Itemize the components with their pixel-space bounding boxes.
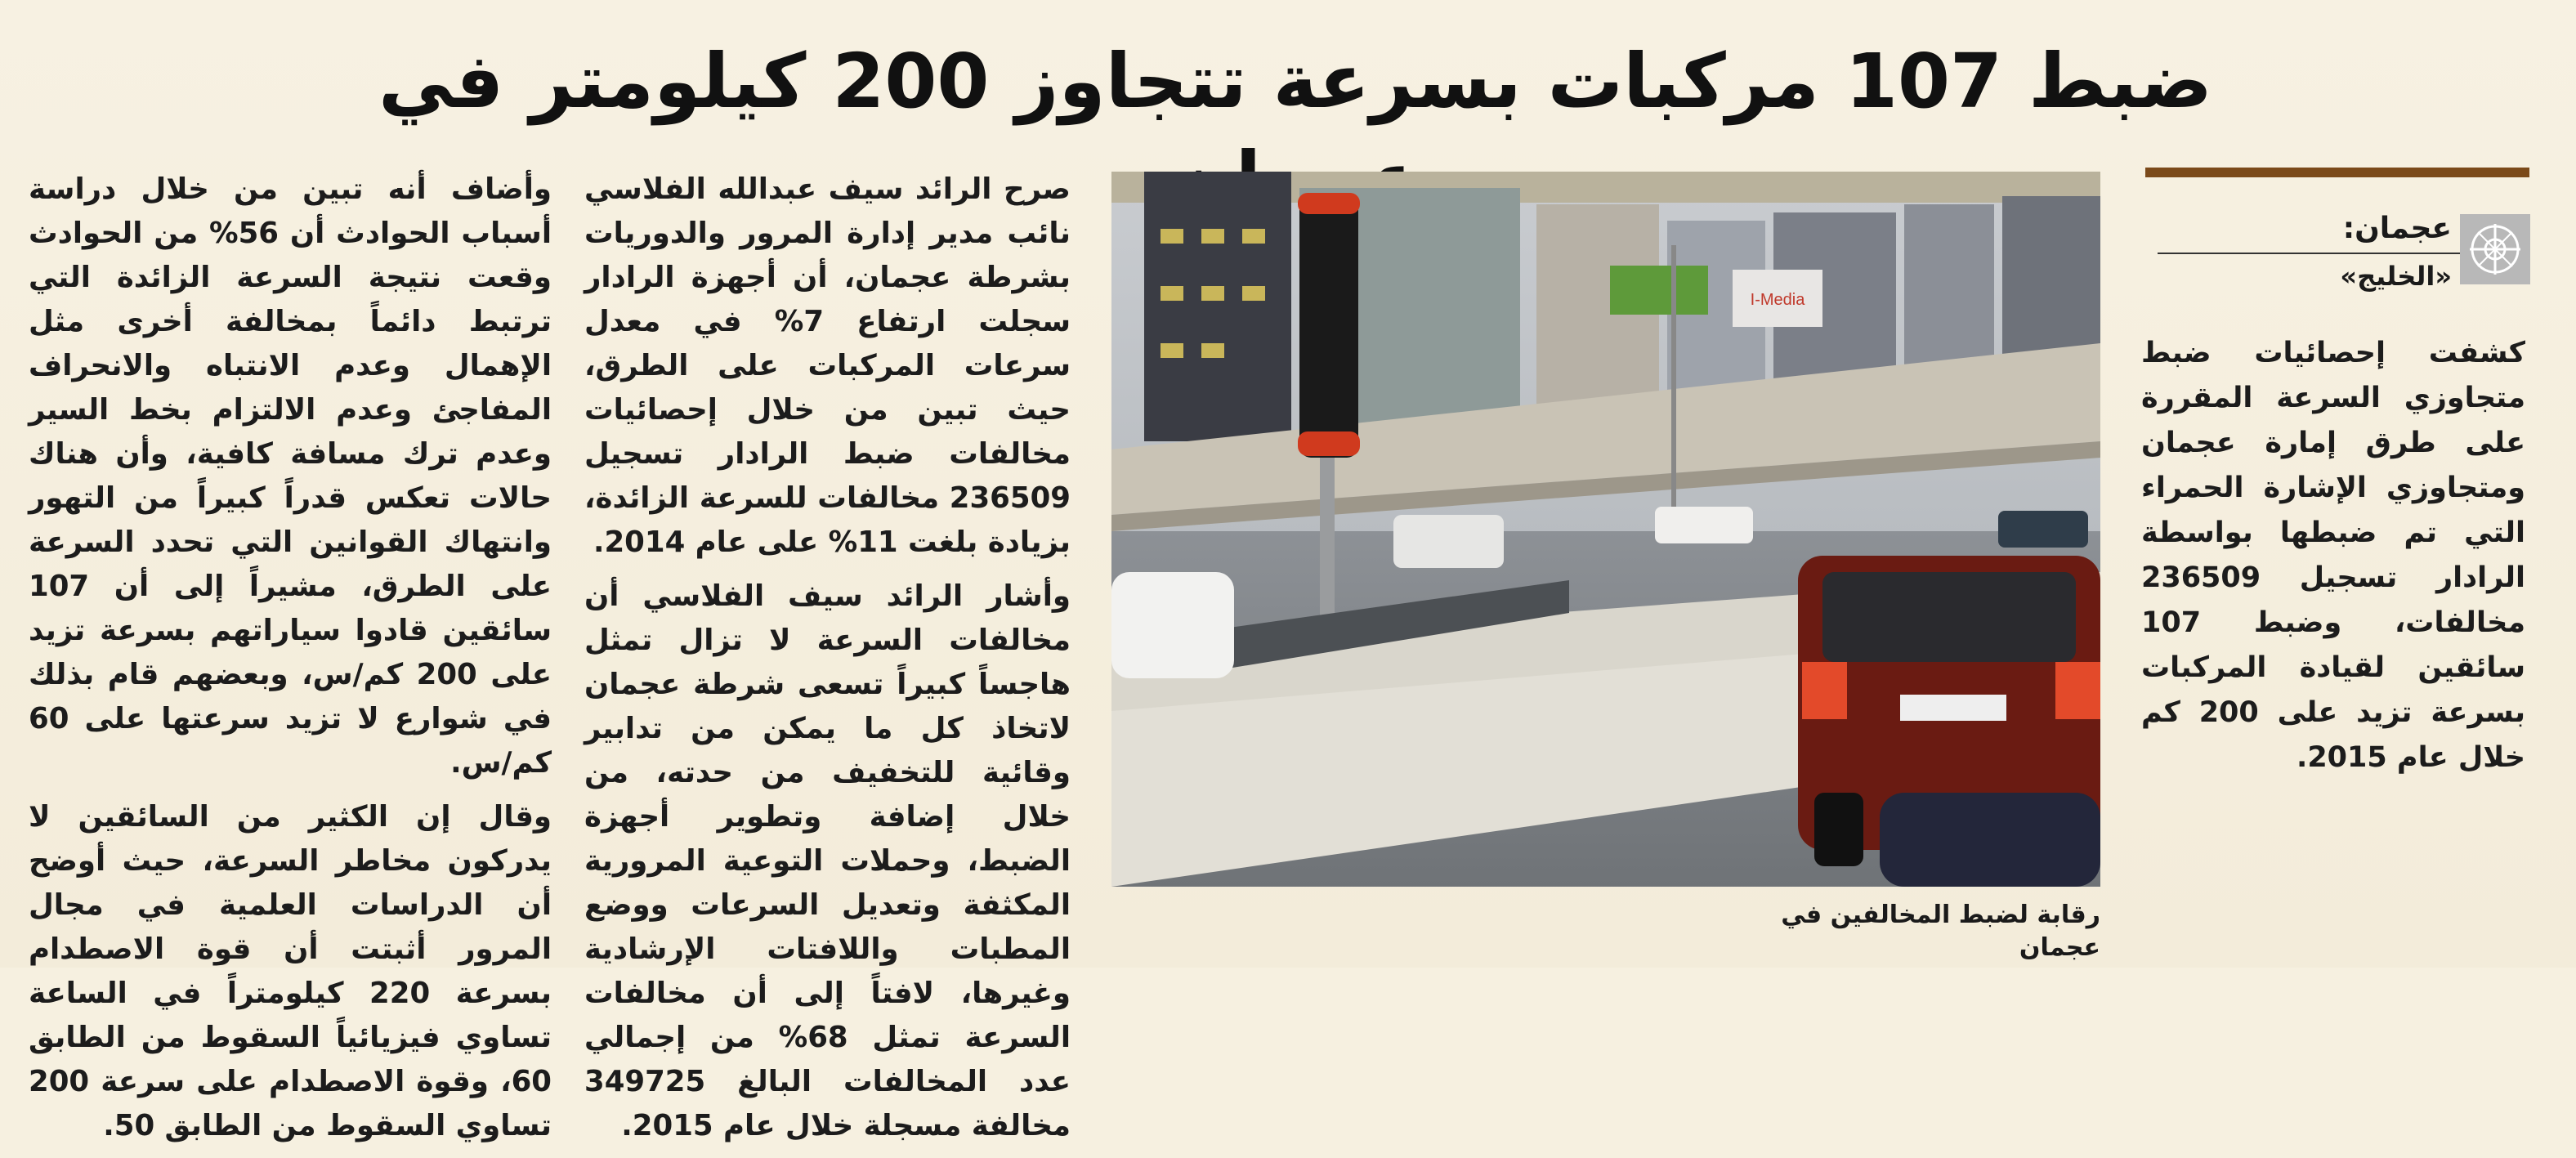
emblem-icon <box>2466 221 2524 278</box>
newspaper-logo <box>2460 214 2530 284</box>
dateline-place: عجمان: <box>2342 212 2452 245</box>
body-column-middle <box>584 168 1071 1158</box>
body-paragraph: وأضاف أنه تبين من خلال دراسة أسباب الحوادث أن 56% من الحوادث وقعت نتيجة السرعة الزائدة التي ترتبط دائماً بمخالفة أخرى مثل الإهمال وعدم الانتباه والانحراف المفاجئ وعدم الالتزام بخط السير وعدم ترك مسافة كافية، وأن هناك حالات تعكس قدراً كبيراً من التهور وانتهاك القوانين التي تحدد السرعة على الطرق، مشيراً إلى أن 107 سائقين قادوا سياراتهم بسرعة تزيد على 200 كم/س، وبعضهم قام بذلك في شوارع لا تزيد سرعتها على 60 كم/س. <box>29 172 552 780</box>
dateline-source: «الخليج» <box>2340 261 2452 292</box>
dateline-divider <box>2158 253 2460 254</box>
body-paragraph: صرح الرائد سيف عبدالله الفلاسي نائب مدير إدارة المرور والدوريات بشرطة عجمان، أن أجهزة الرادار سجلت ارتفاع 7% في معدل سرعات المركبات على الطرق، حيث تبين من خلال إحصائيات مخالفات ضبط الرادار تسجيل 236509 مخالفات للسرعة الزائدة، بزيادة بلغت 11% على عام 2014. <box>584 172 1071 559</box>
photo-caption: رقابة لضبط المخالفين في عجمان <box>1781 901 2100 962</box>
article-photo <box>1111 172 2100 887</box>
accent-bar <box>2145 168 2529 177</box>
body-paragraph: وأشار الرائد سيف الفلاسي أن مخالفات السرعة لا تزال تمثل هاجساً كبيراً تسعى شرطة عجمان لاتخاذ كل ما يمكن من تدابير وقائية للتخفيف من حدته، من خلال إضافة وتطوير أجهزة الضبط، وحملات التوعية المرورية المكثفة وتعديل السرعات ووضع المطبات واللافتات الإرشادية وغيرها، لافتاً إلى أن مخالفات السرعة تمثل 68% من إجمالي عدد المخالفات البالغ 349725 مخالفة مسجلة خلال عام 2015. <box>584 579 1071 1142</box>
billboard-text: I-Media <box>1750 291 1805 309</box>
traffic-photo-illustration <box>1111 172 2100 887</box>
lead-column <box>2141 331 2525 790</box>
lead-paragraph: كشفت إحصائيات ضبط متجاوزي السرعة المقررة على طرق إمارة عجمان ومتجاوزي الإشارة الحمراء التي تم ضبطها بواسطة الرادار تسجيل 236509 مخالفات، وضبط 107 سائقين لقيادة المركبات بسرعة تزيد على 200 كم خلال عام 2015. <box>2141 337 2525 774</box>
article-headline: ضبط 107 مركبات بسرعة تتجاوز 200 كيلومتر في <box>378 38 2212 125</box>
body-paragraph: وقال إن الكثير من السائقين لا يدركون مخاطر السرعة، حيث أوضح أن الدراسات العلمية في مجال المرور أثبتت أن قوة الاصطدام بسرعة 220 كيلومتراً في الساعة تساوي فيزيائياً السقوط من الطابق 60، وقوة الاصطدام على سرعة 200 تساوي السقوط من الطابق 50. <box>29 800 552 1142</box>
body-column-left <box>29 168 552 1158</box>
